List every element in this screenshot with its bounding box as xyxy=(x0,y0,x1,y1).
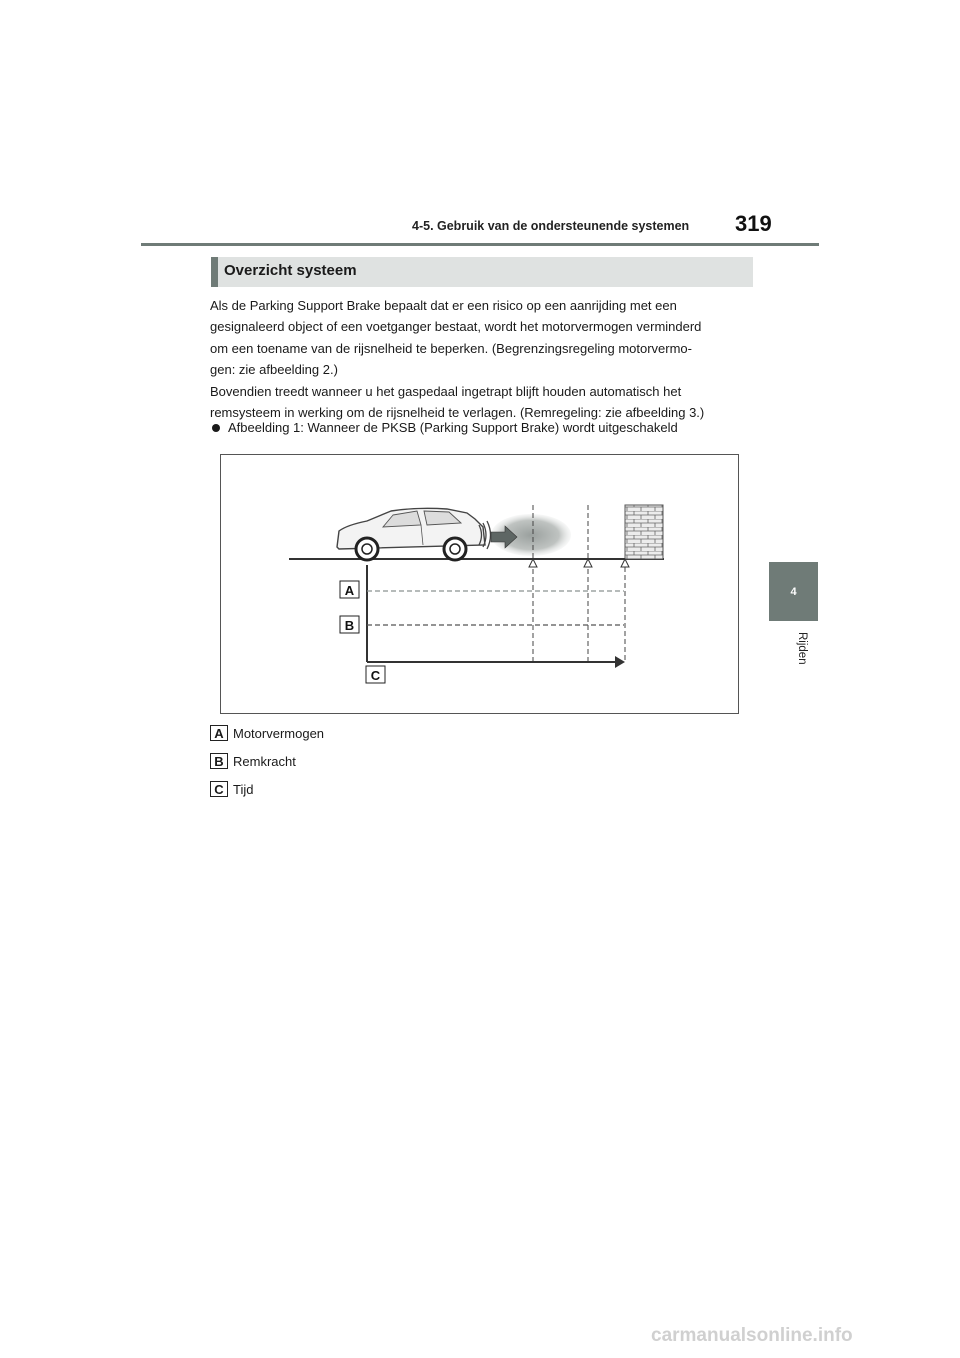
legend-text: Remkracht xyxy=(233,753,296,769)
label-b-box xyxy=(340,616,359,633)
car-icon xyxy=(337,508,485,560)
legend-item-a xyxy=(210,724,324,742)
header-divider xyxy=(141,243,819,246)
legend-key: C xyxy=(210,781,228,797)
body-paragraph xyxy=(210,295,755,423)
label-a-box xyxy=(340,581,359,598)
wall-icon xyxy=(625,505,663,559)
running-header-section: 4-5. Gebruik van de ondersteunende systemen xyxy=(412,219,690,233)
figure-1 xyxy=(220,454,739,714)
legend-key: A xyxy=(210,725,228,741)
label-c: C xyxy=(370,668,381,683)
label-c-box xyxy=(366,666,385,683)
position-markers xyxy=(529,559,629,567)
section-heading xyxy=(211,257,753,287)
body-line: Als de Parking Support Brake bepaalt dat er een risico op een aanrijding met een xyxy=(210,298,677,313)
body-line: gesignaleerd object of een voetganger bestaat, wordt het motorvermogen verminderd xyxy=(210,319,702,335)
chapter-number: 4 xyxy=(790,585,797,598)
body-line: Bovendien treedt wanneer u het gaspedaal ingetrapt blijft houden automatisch het xyxy=(210,383,682,399)
label-a: A xyxy=(344,583,355,598)
watermark[interactable]: carmanualsonline.info xyxy=(651,1325,853,1346)
bullet-dot-icon xyxy=(212,424,220,432)
bullet-text: Afbeelding 1: Wanneer de PKSB (Parking Support Brake) wordt uitgeschakeld xyxy=(228,420,678,435)
legend-text: Motorvermogen xyxy=(233,725,325,741)
legend-item-c xyxy=(210,780,253,798)
chapter-tab[interactable] xyxy=(769,562,818,621)
section-title: Overzicht systeem xyxy=(224,262,357,279)
page-number: 319 xyxy=(735,211,772,236)
legend-item-b xyxy=(210,752,296,770)
body-line: om een toename van de rijsnelheid te beperken. (Begrenzingsregeling motorvermo- xyxy=(210,340,692,356)
section-accent-bar xyxy=(211,257,218,287)
legend-key: B xyxy=(210,753,228,769)
pksb-diagram xyxy=(221,455,740,715)
legend-text: Tijd xyxy=(233,781,254,797)
time-axis-arrowhead xyxy=(615,656,625,668)
chapter-label: Rijden xyxy=(796,632,808,665)
label-b: B xyxy=(344,618,355,633)
body-line: remsysteem in werking om de rijsnelheid te verlagen. (Remregeling: zie afbeelding 3.) xyxy=(210,405,705,421)
body-line: gen: zie afbeelding 2.) xyxy=(210,362,338,378)
bullet-item xyxy=(210,420,755,435)
